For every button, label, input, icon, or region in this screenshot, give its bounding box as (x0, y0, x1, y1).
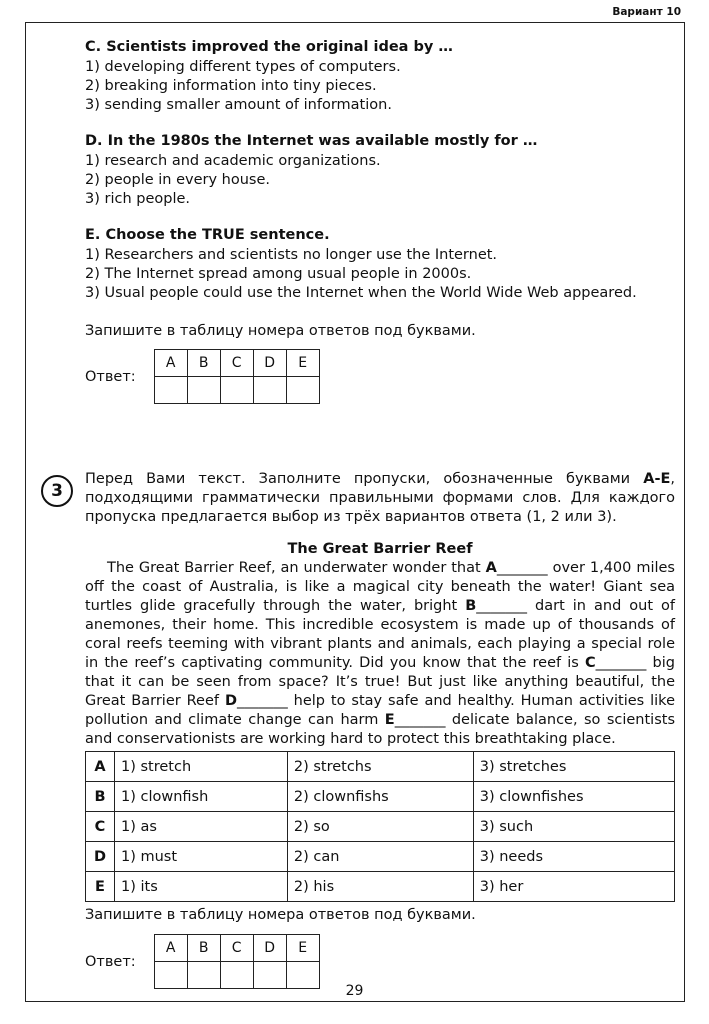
answer-cell[interactable] (220, 377, 253, 404)
answer-instruction: Запишите в таблицу номера ответов под буквами. (85, 323, 476, 339)
answer-letter: A (154, 350, 187, 377)
answer-table-2 (85, 934, 320, 989)
answer-label: Ответ: (85, 953, 136, 970)
answer-letter: B (187, 935, 220, 962)
question-d (85, 132, 675, 209)
option: 2) people in every house. (85, 172, 270, 188)
answer-cell[interactable] (154, 377, 187, 404)
answer-letter: E (286, 935, 319, 962)
table-row: C 1) as 2) so 3) such (86, 812, 675, 842)
question-c (85, 38, 675, 115)
option: 2) breaking information into tiny pieces. (85, 78, 377, 94)
answer-grid (154, 934, 320, 989)
answer-letter: E (286, 350, 319, 377)
text-body: The Great Barrier Reef, an underwater wonder that A _______ over 1,400 miles off the coast of Australia, is like a magical city beneath the water! Giant sea turtles glide gracefully through the water, bright B _______ dart in and out of anemones, their home. This incredible ecosystem is made up of thousands of coral reefs teeming with vibrant plants and animals, each playing a special role in the reef’s captivating community. Did you know that the reef is C _______ big that it can be seen from space? It’s true! But just like anything beautiful, the Great Barrier Reef D _______ help to stay safe and healthy. Human activities like pollution and climate change can harm E _______ delicate balance, so scientists and conservationists are working hard to protect this breathtaking place. (85, 559, 675, 749)
table-row: E 1) its 2) his 3) her (86, 872, 675, 902)
page-number: 29 (345, 983, 364, 999)
answer-letter: A (154, 935, 187, 962)
option: 1) Researchers and scientists no longer use the Internet. (85, 247, 498, 263)
option: 3) Usual people could use the Internet when the World Wide Web appeared. (85, 285, 637, 301)
question-heading: C. Scientists improved the original idea by … (85, 39, 453, 55)
variant-label: Вариант 10 (612, 6, 681, 18)
table-row: B 1) clownfish 2) clownfishs 3) clownfishes (86, 782, 675, 812)
task3-text (85, 539, 675, 749)
text-title: The Great Barrier Reef (287, 541, 473, 557)
answer-letter: B (187, 350, 220, 377)
answer-cell[interactable] (286, 377, 319, 404)
task-number-badge: 3 (41, 475, 73, 507)
answer-grid (154, 349, 320, 404)
task3-instruction: Перед Вами текст. Заполните пропуски, обозначенные буквами A-E, подходящими грамматически правильными формами слов. Для каждого пропуска предлагается выбор из трёх вариантов ответа (1, 2 или 3). (85, 471, 675, 525)
option: 3) sending smaller amount of information. (85, 97, 392, 113)
answer-cell[interactable] (253, 377, 286, 404)
table-row: D 1) must 2) can 3) needs (86, 842, 675, 872)
answer-cell[interactable] (187, 377, 220, 404)
option: 2) The Internet spread among usual people in 2000s. (85, 266, 472, 282)
option: 3) rich people. (85, 191, 191, 207)
gap-c: C _______ (585, 655, 646, 671)
table-row: A 1) stretch 2) stretchs 3) stretches (86, 752, 675, 782)
options-table (85, 751, 675, 902)
answer-letter: C (220, 350, 253, 377)
gap-d: D _______ (225, 693, 288, 709)
option: 1) research and academic organizations. (85, 153, 381, 169)
answer-table-1 (85, 349, 320, 404)
answer-letter: D (253, 935, 286, 962)
answer-label: Ответ: (85, 368, 136, 385)
question-heading: E. Choose the TRUE sentence. (85, 227, 330, 243)
option: 1) developing different types of computers. (85, 59, 401, 75)
answer-letter: D (253, 350, 286, 377)
question-heading: D. In the 1980s the Internet was available mostly for … (85, 133, 538, 149)
gap-e: E _______ (385, 712, 446, 728)
question-e (85, 226, 675, 303)
answer-instruction: Запишите в таблицу номера ответов под буквами. (85, 907, 476, 923)
gap-b: B _______ (465, 598, 527, 614)
gap-a: A _______ (486, 560, 548, 576)
answer-letter: C (220, 935, 253, 962)
